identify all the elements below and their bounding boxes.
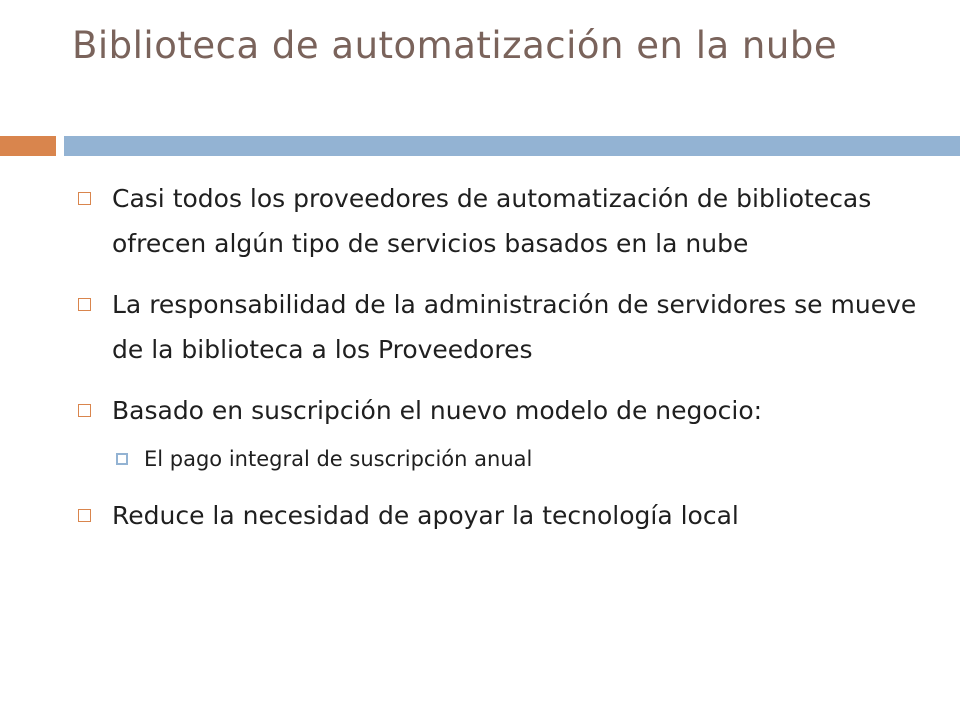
- bullet-item: [76, 388, 936, 477]
- sub-bullet-list: [112, 441, 936, 477]
- bullet-list: [76, 176, 936, 538]
- sub-bullet-text: El pago integral de suscripción anual: [144, 447, 533, 471]
- filled-square-bullet-icon: [116, 453, 128, 465]
- sub-bullet-item: [112, 441, 936, 477]
- bullet-text: Reduce la necesidad de apoyar la tecnología local: [112, 501, 739, 530]
- bullet-text: Casi todos los proveedores de automatización de bibliotecas ofrecen algún tipo de servicios basados en la nube: [112, 184, 872, 258]
- bullet-item: [76, 282, 936, 372]
- bullet-item: [76, 176, 936, 266]
- title-accent-orange-bar: [0, 136, 56, 156]
- square-bullet-icon: [78, 192, 91, 205]
- bullet-text: La responsabilidad de la administración de servidores se mueve de la biblioteca a los Proveedores: [112, 290, 917, 364]
- square-bullet-icon: [78, 509, 91, 522]
- bullet-item: [76, 493, 936, 538]
- square-bullet-icon: [78, 298, 91, 311]
- slide-title: Biblioteca de automatización en la nube: [72, 24, 838, 67]
- square-bullet-icon: [78, 404, 91, 417]
- title-accent-blue-bar: [64, 136, 960, 156]
- bullet-text: Basado en suscripción el nuevo modelo de negocio:: [112, 396, 763, 425]
